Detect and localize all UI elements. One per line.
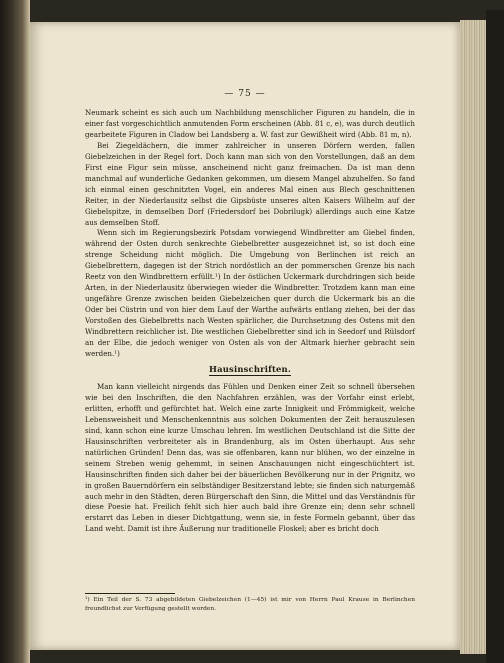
- paragraph: Man kann vielleicht nirgends das Fühlen und Denken einer Zeit so schnell übersehen wie bei den Inschriften, die den Nachfahren erzählen, was der Vorfahr einst erlebt, erlitten, erhofft und gefürchtet hat. Welch eine zarte Innigkeit und Frömmigkeit, welche Lebensweisheit und Menschenkenntnis aus solchen Dokumenten der Zeit herauszulesen sind, kann schon eine kurze Umschau lehren. Im westlichen Deutschland ist die Sitte der Hausinschriften verbreiteter als in Brandenburg, als im Osten überhaupt. Aus sehr natürlichen Gründen! Denn das, was sie offenbaren, kann nur blühen, wo der einzelne in seinem Streben wenig gehemmt, in seinen Anschauungen nicht eingeschüchtert ist. Hausinschriften finden sich daher bei der bäuerlichen Bevölkerung nur in der Prignitz, wo in großen Bauerndörfern ein selbständiger Besitzerstand lebte; sie finden sich naturgemäß auch mehr in den Städten, deren Bürgerschaft den Sinn, die Mittel und das Verständnis für diese Poesie hat. Freilich fehlt sich hier auch bald ihre Grenze ein; denn sehr schnell erstarrt das Leben in dieser Dichtgattung, wenn sie, in feste Formeln gebannt, über das Land weht. Damit ist ihre Äußerung nur traditionelle Floskel; aber es bricht doch: [85, 382, 415, 534]
- paragraph: Wenn sich im Regierungsbezirk Potsdam vorwiegend Windbretter am Giebel finden, während der Osten durch senkrechte Giebelbretter ausgezeichnet ist, so ist doch eine strenge Scheidung nicht möglich. Die Umgebung von Berlinchen ist reich an Giebelbrettern, dagegen ist der Strich nordöstlich an der pommerschen Grenze bis nach Reetz von den Windbrettern erfüllt.¹) In der östlichen Uckermark durchdringen sich beide Arten, in der Niederlausitz überwiegen wieder die Windbretter. Trotzdem kann man eine ungefähre Grenze zwischen beiden Giebelzeichen quer durch die Uckermark bis an die Oder bei Cüstrin und von hier dem Lauf der Warthe aufwärts entlang ziehen, bei der das Vorstoßen des Giebelbretts nach Westen spärlicher, die Durchsetzung des Ostens mit den Windbrettern reichlicher ist. Die westlichen Giebelbretter sind ich in Seedorf und Rülsdorf an der Elbe, die jedoch weniger von Osten als von der Altmark hierher gebracht sein werden.¹): [85, 228, 415, 358]
- footnote-rule: [85, 593, 175, 594]
- book-cover-edge: [486, 10, 504, 663]
- paragraph: Neumark scheint es sich auch um Nachbildung menschlicher Figuren zu handeln, die in einer fast vorgeschichtlich anmutenden Form erscheinen (Abb. 81 c, e), was durch deutlich gearbeitete Figuren in Cladow bei Landsberg a. W. fast zur Gewißheit wird (Abb. 81 m, n).: [85, 108, 415, 139]
- page-number: — 75 —: [224, 89, 266, 99]
- footnote: ¹) Ein Teil der S. 73 abgebildeten Giebelzeichen (1—45) ist mir von Herrn Paul Krause in Berlinchen freundlichst zur Verfügung gestellt worden.: [85, 597, 415, 612]
- body-text-bottom: [85, 382, 415, 535]
- section-heading: [85, 364, 415, 374]
- body-text-top: [85, 108, 415, 360]
- section-heading-text: Hausinschriften.: [209, 364, 291, 374]
- previous-page-edge: [0, 0, 30, 663]
- paragraph: Bei Ziegeldächern, die immer zahlreicher in unseren Dörfern werden, fallen Giebelzeichen in der Regel fort. Doch kann man sich von den Vorstellungen, daß an dem First eine Figur sein müsse, anscheinend nicht ganz freimachen. Da ist man denn manchmal auf wunderliche Gedanken gekommen, um diesem Mangel abzuhelfen. So fand ich einmal einen geschnitzten Vogel, ein anderes Mal einen aus Blech geschnittenen Reiter, in der Niederlausitz selbst die Gipsbüste unseres alten Kaisers Wilhelm auf der Giebelspitze, in demselben Dorf (Friedersdorf bei Dobrilugk) allerdings auch eine Katze aus demselben Stoff.: [85, 140, 415, 227]
